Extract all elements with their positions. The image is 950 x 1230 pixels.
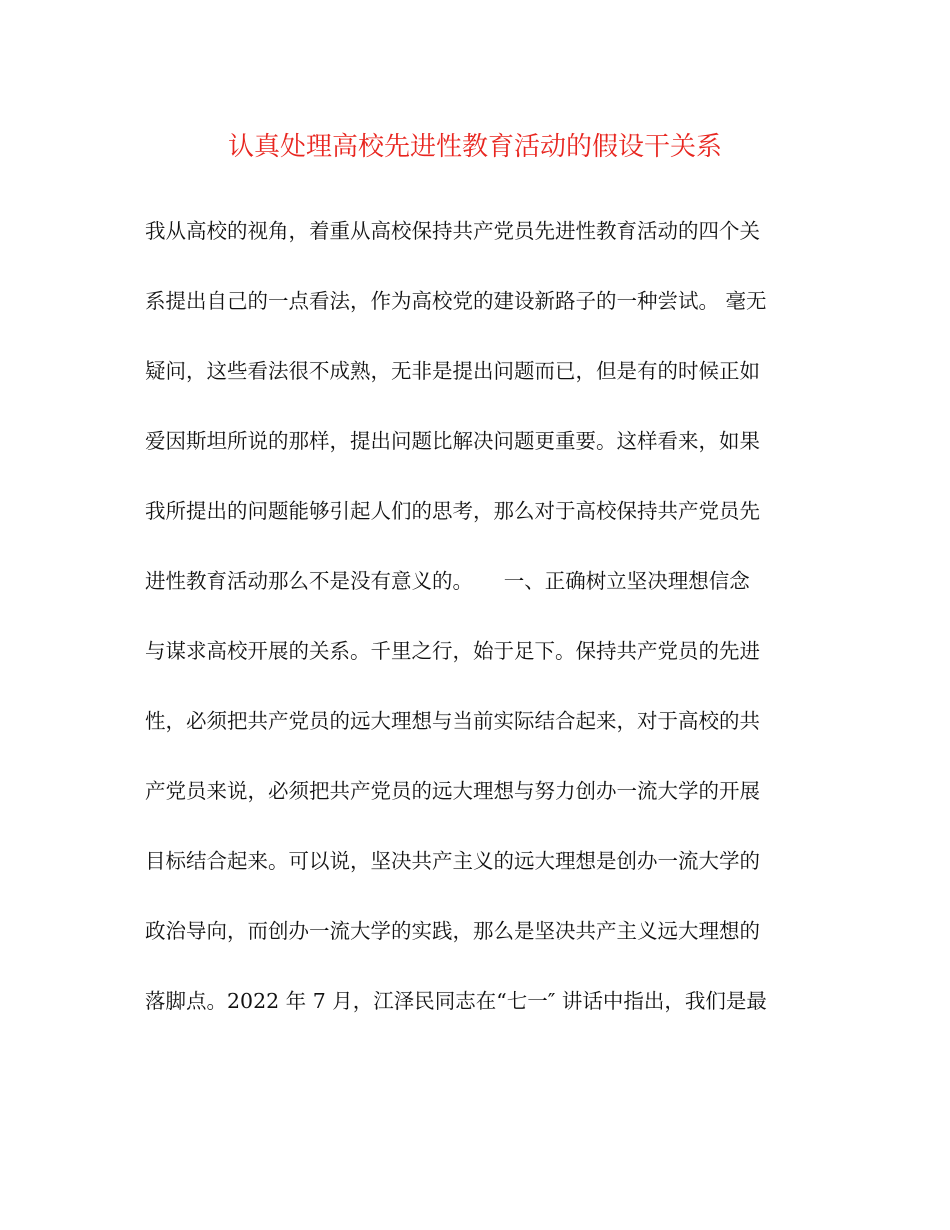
body-line-6: 进性教育活动那么不是没有意义的。 一、正确树立坚决理想信念 — [145, 569, 750, 593]
body-line-8: 性，必须把共产党员的远大理想与当前实际结合起来，对于高校的共 — [145, 709, 760, 733]
body-line-7: 与谋求高校开展的关系。千里之行，始于足下。保持共产党员的先进 — [145, 639, 760, 663]
body-line-5: 我所提出的问题能够引起人们的思考，那么对于高校保持共产党员先 — [145, 499, 760, 523]
body-line-1: 我从高校的视角，着重从高校保持共产党员先进性教育活动的四个关 — [145, 219, 760, 243]
document-title: 认真处理高校先进性教育活动的假设干关系 — [227, 132, 722, 162]
body-line-2: 系提出自己的一点看法，作为高校党的建设新路子的一种尝试。 毫无 — [145, 289, 767, 313]
body-line-12: 落脚点。2022 年 7 月，江泽民同志在“七一″ 讲话中指出，我们是最 — [145, 989, 767, 1013]
body-line-11: 政治导向，而创办一流大学的实践，那么是坚决共产主义远大理想的 — [145, 919, 760, 943]
body-line-4: 爱因斯坦所说的那样，提出问题比解决问题更重要。这样看来，如果 — [145, 429, 760, 453]
body-line-9: 产党员来说，必须把共产党员的远大理想与努力创办一流大学的开展 — [145, 779, 760, 803]
body-line-10: 目标结合起来。可以说，坚决共产主义的远大理想是创办一流大学的 — [145, 849, 760, 873]
body-line-3: 疑问，这些看法很不成熟，无非是提出问题而已，但是有的时候正如 — [145, 359, 760, 383]
